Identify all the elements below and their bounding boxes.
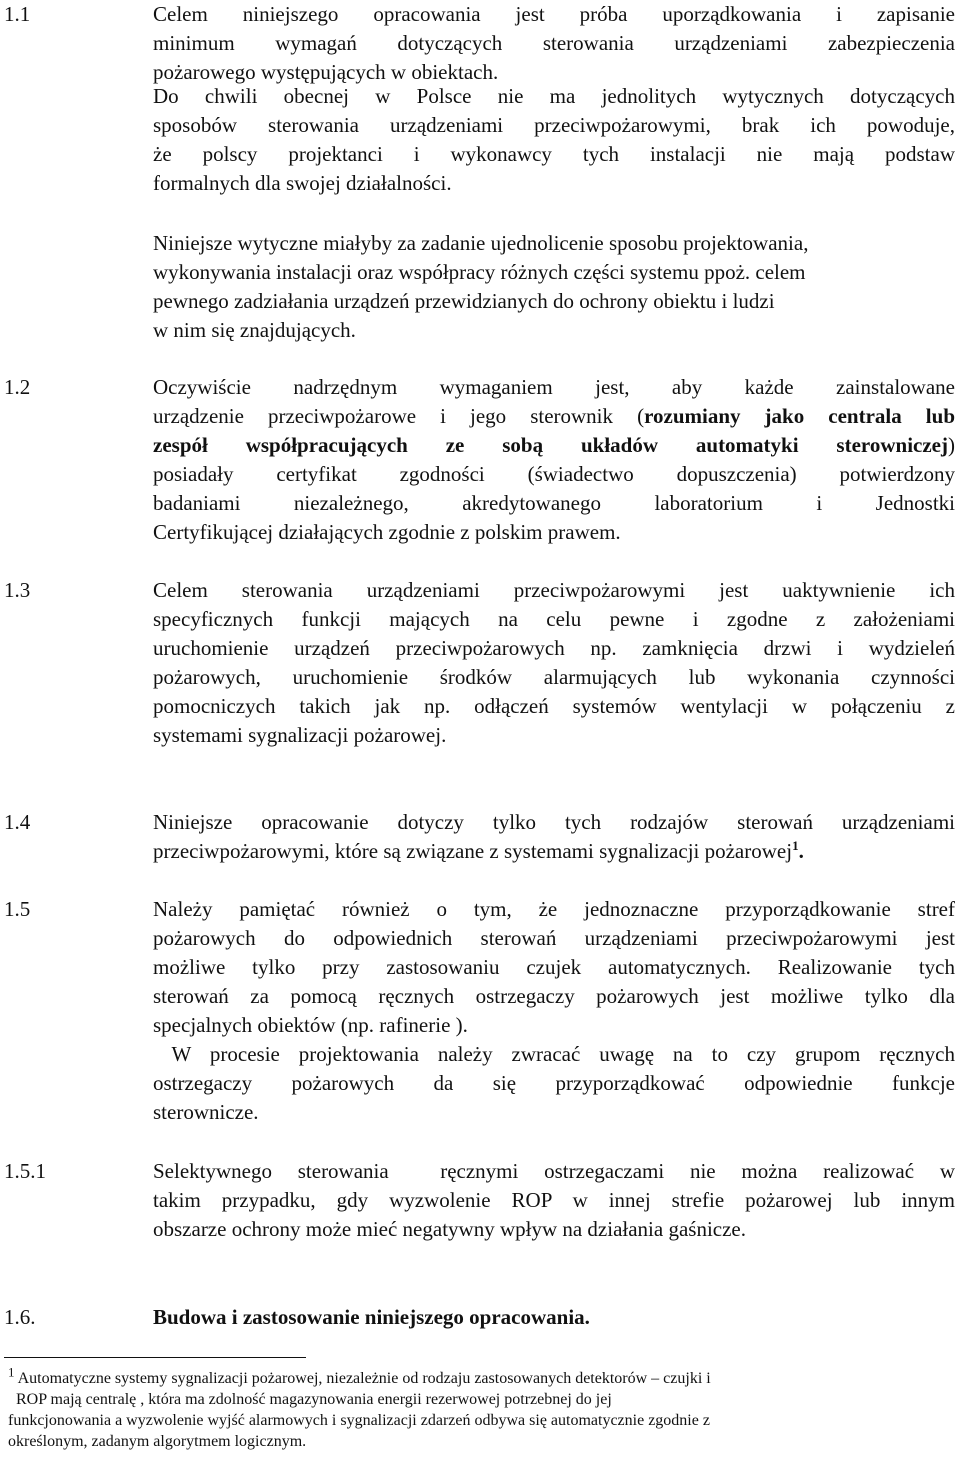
text-line (8, 1364, 956, 1389)
text-line: specyficznych funkcji mających na celu pewne i zgodne z założeniami (153, 607, 955, 631)
text-line: sterownicze. (153, 1100, 259, 1124)
text-line: Należy pamiętać również o tym, że jednoznaczne przyporządkowanie stref (153, 897, 955, 921)
footnote-separator (4, 1357, 306, 1358)
section-1-1-paragraph-1 (153, 0, 955, 87)
text-line (153, 431, 955, 460)
text-line: posiadały certyfikat zgodności (świadectwo dopuszczenia) potwierdzony (153, 462, 955, 486)
text-line: systemami sygnalizacji pożarowej. (153, 723, 447, 747)
text-line: Do chwili obecnej w Polsce nie ma jednolitych wytycznych dotyczących (153, 84, 955, 108)
text-line: badaniami niezależnego, akredytowanego laboratorium i Jednostki (153, 491, 955, 515)
text-line: pożarowych, uruchomienie środków alarmujących lub wykonania czynności (153, 665, 955, 689)
text-line: Niniejsze wytyczne miałyby za zadanie ujednolicenie sposobu projektowania, (153, 231, 809, 255)
text-line: obszarze ochrony może mieć negatywny wpływ na działania gaśnicze. (153, 1217, 747, 1241)
section-1-1-paragraph-2 (153, 82, 955, 198)
text-line (153, 402, 955, 431)
section-1-2-paragraph (153, 373, 955, 547)
text-line: sposobów sterowania urządzeniami przeciwpożarowymi, brak ich powoduje, (153, 113, 955, 137)
bold-text-run: zespół współpracujących ze sobą układów automatyki sterowniczej (153, 433, 948, 457)
text-line: ostrzegaczy pożarowych da się przyporządkować odpowiednie funkcje (153, 1071, 955, 1095)
bold-text-run: rozumiany jako centrala lub (644, 404, 955, 428)
section-1-1-paragraph-3 (153, 229, 955, 345)
text-line: Selektywnego sterowania ręcznymi ostrzegaczami nie można realizować w (153, 1159, 955, 1183)
section-1-3-paragraph (153, 576, 955, 750)
text-line: określonym, zadanym algorytmem logicznym. (8, 1433, 307, 1450)
text-line: uruchomienie urządzeń przeciwpożarowych np. zamknięcia drzwi i wydzieleń (153, 636, 955, 660)
text-line: w nim się znajdujących. (153, 318, 356, 342)
footnote (8, 1364, 956, 1452)
text-line: pomocniczych takich jak np. odłączeń systemów wentylacji w połączeniu z (153, 694, 955, 718)
text-line: wykonywania instalacji oraz współpracy różnych części systemu ppoż. celem (153, 260, 806, 284)
section-number: 1.4 (4, 810, 31, 834)
text-line: funkcjonowania a wyzwolenie wyjść alarmowych i sygnalizacji zdarzeń odbywa się automatycznie zgodnie z (8, 1412, 710, 1429)
text-line: Certyfikującej działających zgodnie z polskim prawem. (153, 520, 621, 544)
text-run: urządzenie przeciwpożarowe i jego sterownik ( (153, 404, 645, 428)
text-line: Niniejsze opracowanie dotyczy tylko tych rodzajów sterowań urządzeniami (153, 810, 955, 834)
text-line: specjalnych obiektów (np. rafinerie ). (153, 1013, 468, 1037)
section-heading: Budowa i zastosowanie niniejszego opracowania. (153, 1305, 590, 1329)
section-1-4-paragraph (153, 808, 955, 866)
text-line: pożarowego występujących w obiektach. (153, 60, 499, 84)
text-run: . (798, 839, 804, 863)
section-1-6-heading (153, 1303, 955, 1332)
section-1-5-paragraph (153, 895, 955, 1127)
text-run: przeciwpożarowymi, które są związane z systemami sygnalizacji pożarowej (153, 839, 793, 863)
text-line: że polscy projektanci i wykonawcy tych instalacji nie mają podstaw (153, 142, 955, 166)
footnote-reference[interactable]: 1 (792, 838, 799, 853)
text-line: takim przypadku, gdy wyzwolenie ROP w innej strefie pożarowej lub innym (153, 1188, 955, 1212)
text-run: Automatyczne systemy sygnalizacji pożarowej, niezależnie od rodzaju zastosowanych detektorów – czujki i (14, 1370, 711, 1387)
section-number: 1.2 (4, 375, 31, 399)
text-line: ROP mają centralę , która ma zdolność magazynowania energii rezerwowej potrzebnej do jej (8, 1391, 612, 1408)
text-line: Celem niniejszego opracowania jest próba uporządkowania i zapisanie (153, 2, 955, 26)
section-number: 1.3 (4, 578, 31, 602)
section-number: 1.5 (4, 897, 31, 921)
text-line: minimum wymagań dotyczących sterowania urządzeniami zabezpieczenia (153, 31, 955, 55)
text-line: możliwe tylko przy zastosowaniu czujek automatycznych. Realizowanie tych (153, 955, 955, 979)
text-line (153, 837, 955, 866)
text-run: ) (948, 433, 955, 457)
section-1-5-1-paragraph (153, 1157, 955, 1244)
footnote-mark: 1 (8, 1364, 15, 1380)
text-line: W procesie projektowania należy zwracać uwagę na to czy grupom ręcznych (153, 1042, 955, 1066)
text-line: formalnych dla swojej działalności. (153, 171, 452, 195)
text-line: Oczywiście nadrzędnym wymaganiem jest, aby każde zainstalowane (153, 375, 955, 399)
text-line: pewnego zadziałania urządzeń przewidzianych do ochrony obiektu i ludzi (153, 289, 775, 313)
section-number: 1.1 (4, 2, 31, 26)
section-number: 1.5.1 (4, 1159, 46, 1183)
text-line: Celem sterowania urządzeniami przeciwpożarowymi jest uaktywnienie ich (153, 578, 955, 602)
section-number: 1.6. (4, 1305, 36, 1329)
text-line: sterowań za pomocą ręcznych ostrzegaczy pożarowych jest możliwe tylko dla (153, 984, 955, 1008)
text-line: pożarowych do odpowiednich sterowań urządzeniami przeciwpożarowymi jest (153, 926, 955, 950)
